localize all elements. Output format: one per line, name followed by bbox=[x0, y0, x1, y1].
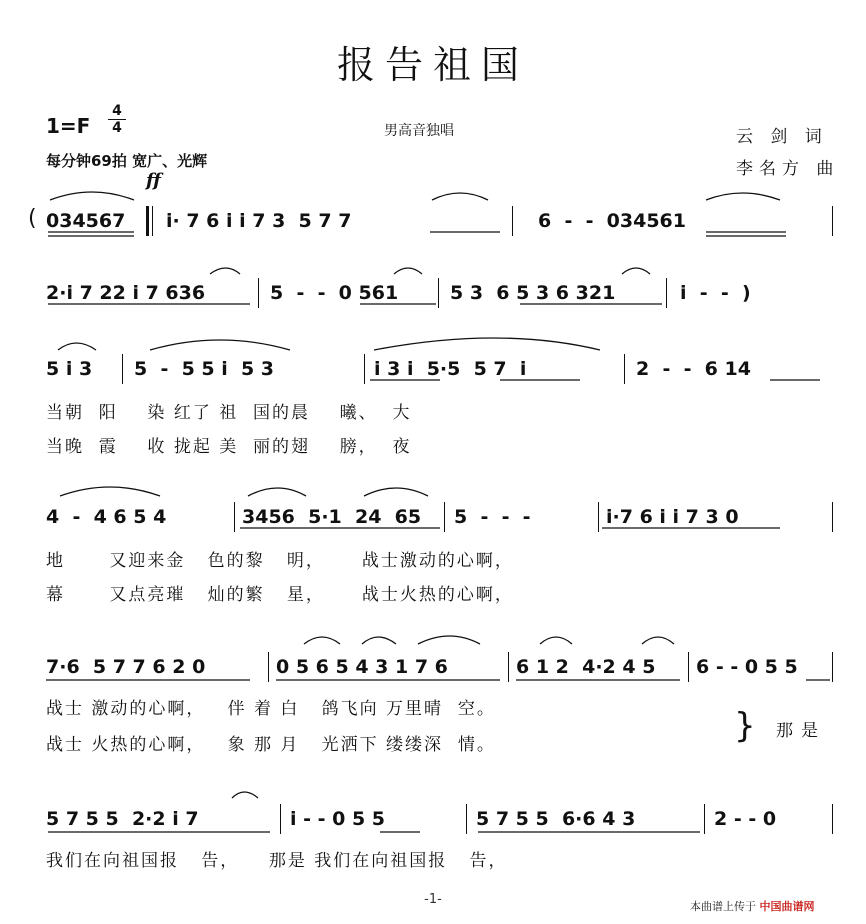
bar-line bbox=[688, 652, 689, 682]
measure: i - - 0 5 5 bbox=[290, 808, 386, 830]
measure: 4 - 4 6 5 4 bbox=[46, 506, 167, 528]
staff-row-2 bbox=[0, 276, 866, 316]
measure: 5 i 3 bbox=[46, 358, 93, 380]
bar-line bbox=[624, 354, 625, 384]
bar-line bbox=[234, 502, 235, 532]
footer-prefix: 本曲谱上传于 bbox=[690, 900, 756, 913]
lyric-verse-2: 幕 又点亮璀 灿的繁 星， 战士火热的心啊， bbox=[46, 585, 514, 605]
bar-line bbox=[666, 278, 667, 308]
lyric-verse-1: 当朝 阳 染 红了 祖 国的晨 曦、 大 bbox=[46, 403, 412, 423]
measure: 3456 5·1 24 65 bbox=[242, 506, 422, 528]
bar-line bbox=[832, 502, 833, 532]
footer-credit bbox=[690, 898, 815, 914]
open-paren: ( bbox=[28, 206, 37, 231]
measure: 6 1 2 4·2 4 5 bbox=[516, 656, 656, 678]
bar-line bbox=[152, 206, 153, 236]
measure: i - - ) bbox=[680, 282, 751, 304]
staff-row-5 bbox=[0, 650, 866, 690]
measure: 5 3 6 5 3 6 321 bbox=[450, 282, 616, 304]
pickup-lyric: 那是 bbox=[776, 721, 826, 741]
measure: 6 - - 034561 bbox=[538, 210, 687, 232]
composer-credit: 李名方 曲 bbox=[736, 159, 840, 179]
measure: 5 7 5 5 2·2 i 7 bbox=[46, 808, 199, 830]
footer-site: 中国曲谱网 bbox=[759, 900, 815, 913]
lyric-verse-2: 当晚 霞 收 拢起 美 丽的翅 膀， 夜 bbox=[46, 437, 412, 457]
bar-line bbox=[832, 804, 833, 834]
measure: 2 - - 0 bbox=[714, 808, 777, 830]
bar-line bbox=[704, 804, 705, 834]
measure: 7·6 5 7 7 6 2 0 bbox=[46, 656, 206, 678]
measure: 034567 bbox=[46, 210, 126, 232]
staff-row-1 bbox=[0, 204, 866, 244]
bar-line bbox=[364, 354, 365, 384]
bar-line bbox=[598, 502, 599, 532]
measure: i· 7 6 i i 7 3 5 7 7 bbox=[166, 210, 352, 232]
bar-line bbox=[258, 278, 259, 308]
measure: 5 - - 0 561 bbox=[270, 282, 399, 304]
staff-row-6 bbox=[0, 802, 866, 842]
page-number: -1- bbox=[424, 892, 442, 907]
lyric-verse-1: 我们在向祖国报 告， 那是 我们在向祖国报 告， bbox=[46, 851, 508, 871]
measure: 0 5 6 5 4 3 1 7 6 bbox=[276, 656, 448, 678]
measure: i 3 i 5·5 5 7 i bbox=[374, 358, 527, 380]
bar-line bbox=[438, 278, 439, 308]
staff-row-4 bbox=[0, 500, 866, 540]
bar-line bbox=[280, 804, 281, 834]
measure: 5 - - - bbox=[454, 506, 531, 528]
repeat-bar bbox=[146, 206, 149, 236]
dynamic-marking: ff bbox=[146, 170, 161, 191]
measure: 2·i 7 22 i 7 636 bbox=[46, 282, 206, 304]
meter-top: 4 bbox=[112, 103, 122, 119]
lyric-verse-1: 地 又迎来金 色的黎 明， 战士激动的心啊， bbox=[46, 551, 514, 571]
bar-line bbox=[508, 652, 509, 682]
bar-line bbox=[832, 206, 833, 236]
bar-line bbox=[444, 502, 445, 532]
staff-row-3 bbox=[0, 352, 866, 392]
lyric-verse-2: 战士 火热的心啊， 象 那 月 光洒下 缕缕深 情。 bbox=[46, 735, 496, 755]
bar-line bbox=[268, 652, 269, 682]
meter-bottom: 4 bbox=[112, 120, 122, 136]
measure: 2 - - 6 14 bbox=[636, 358, 751, 380]
measure: 5 - 5 5 i 5 3 bbox=[134, 358, 275, 380]
measure: i·7 6 i i 7 3 0 bbox=[606, 506, 739, 528]
bar-line bbox=[832, 652, 833, 682]
tempo-marking: 每分钟69拍 宽广、光辉 bbox=[46, 152, 208, 170]
bar-line bbox=[122, 354, 123, 384]
lyricist-credit: 云 剑 词 bbox=[736, 127, 828, 147]
song-title: 报告祖国 bbox=[336, 43, 529, 87]
lyric-verse-1: 战士 激动的心啊， 伴 着 白 鸽飞向 万里晴 空。 bbox=[46, 699, 496, 719]
measure: 6 - - 0 5 5 bbox=[696, 656, 798, 678]
performer-note: 男高音独唱 bbox=[384, 123, 454, 139]
bar-line bbox=[512, 206, 513, 236]
time-signature bbox=[108, 104, 126, 135]
bar-line bbox=[466, 804, 467, 834]
verse-brace: } bbox=[734, 706, 756, 746]
measure: 5 7 5 5 6·6 4 3 bbox=[476, 808, 636, 830]
key-signature: 1=F bbox=[46, 114, 91, 138]
